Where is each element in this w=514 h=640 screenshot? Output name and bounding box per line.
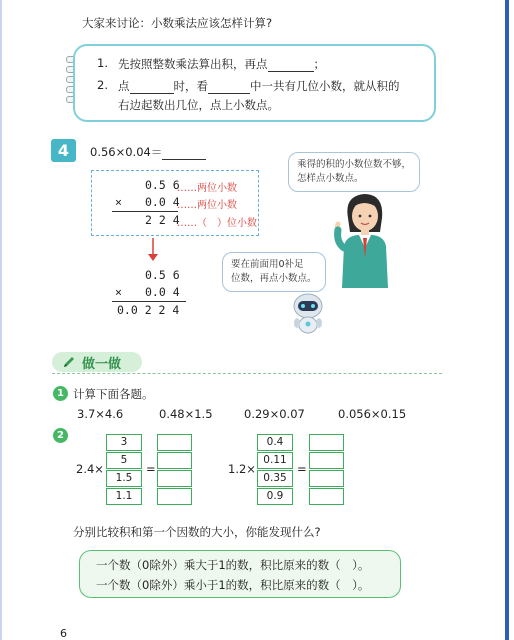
- conclusion-line-2: 一个数（0除外）乘小于1的数，积比原来的数（ ）。: [96, 578, 370, 592]
- right-equals-sign: =: [297, 462, 307, 476]
- calc2-row2: 0.0 4: [145, 285, 180, 299]
- right-factor-cell: 0.4: [257, 434, 293, 451]
- practice-header: [52, 352, 442, 374]
- left-factor-cell: 3: [106, 434, 142, 451]
- calc1-times-sign: ×: [115, 195, 122, 209]
- robot-speech-bubble: 要在前面用0补足 位数，再点小数点。: [222, 252, 326, 292]
- practice-title: 做一做: [82, 357, 122, 372]
- compare-question: 分别比较积和第一个因数的大小，你能发现什么?: [73, 525, 321, 539]
- calc2-underline: [112, 301, 186, 302]
- right-answer-cell[interactable]: [309, 488, 344, 505]
- girl-illustration-icon: [330, 188, 400, 290]
- calc1-row3: 2 2 4: [145, 213, 180, 227]
- right-factor-cell: 0.11: [257, 452, 293, 469]
- calc1-underline: [112, 211, 178, 212]
- down-arrow-icon: [147, 238, 159, 262]
- step1-number: 1.: [97, 56, 108, 70]
- q1-item-4: 0.056×0.15: [338, 407, 407, 421]
- step2-number: 2.: [97, 78, 108, 92]
- right-answer-cell[interactable]: [309, 434, 344, 451]
- calc2-row3: 0.0 2 2 4: [117, 303, 180, 317]
- step1-blank[interactable]: [268, 71, 314, 72]
- q1-item-2: 0.48×1.5: [159, 407, 213, 421]
- q1-item-1: 3.7×4.6: [77, 407, 124, 421]
- page-left-edge: [0, 0, 2, 640]
- right-factor-cell: 0.9: [257, 488, 293, 505]
- example-number-badge: 4: [51, 139, 76, 162]
- pencil-icon: [62, 355, 76, 369]
- left-answer-cell[interactable]: [157, 470, 192, 487]
- q1-item-3: 0.29×0.07: [244, 407, 305, 421]
- step1-text: 先按照整数乘法算出积，再点 ；: [118, 57, 325, 71]
- calc1-note2: ……两位小数: [177, 200, 237, 211]
- discussion-prompt: 大家来讨论：小数乘法应该怎样计算?: [82, 16, 273, 30]
- practice-header-line: [52, 373, 442, 374]
- step2-blank-1[interactable]: [130, 93, 174, 94]
- left-answer-cell[interactable]: [157, 488, 192, 505]
- left-equals-sign: =: [146, 462, 156, 476]
- calc1-note3: ……（ ）位小数: [177, 218, 257, 229]
- page-right-border: [505, 0, 509, 640]
- calc2-row1: 0.5 6: [145, 268, 180, 282]
- right-answer-cell[interactable]: [309, 470, 344, 487]
- example-answer-blank[interactable]: [162, 159, 206, 160]
- conclusion-line-1: 一个数（0除外）乘大于1的数，积比原来的数（ ）。: [96, 558, 370, 572]
- page-number: 6: [60, 627, 67, 640]
- question-1-title: 计算下面各题。: [73, 387, 154, 401]
- left-factor-cell: 1.5: [106, 470, 142, 487]
- right-multiplier: 1.2×: [228, 462, 256, 476]
- calc2-times-sign: ×: [115, 285, 122, 299]
- right-factor-cell: 0.35: [257, 470, 293, 487]
- left-factor-cell: 1.1: [106, 488, 142, 505]
- calc1-note1: ……两位小数: [177, 183, 237, 194]
- step2-blank-2[interactable]: [208, 93, 250, 94]
- left-answer-cell[interactable]: [157, 452, 192, 469]
- left-factor-cell: 5: [106, 452, 142, 469]
- robot-illustration-icon: [290, 292, 326, 336]
- example-equation: 0.56×0.04＝: [90, 144, 206, 160]
- calc1-row1: 0.5 6: [145, 178, 180, 192]
- left-answer-cell[interactable]: [157, 434, 192, 451]
- step2-text: 点 时，看 中一共有几位小数，就从积的: [118, 79, 400, 93]
- girl-speech-bubble: 乘得的积的小数位数不够， 怎样点小数点。: [288, 152, 420, 192]
- calc1-row2: 0.0 4: [145, 195, 180, 209]
- question-1-number: 1: [53, 386, 68, 401]
- left-multiplier: 2.4×: [76, 462, 104, 476]
- step2-text-line2: 右边起数出几位，点上小数点。: [118, 98, 279, 112]
- right-answer-cell[interactable]: [309, 452, 344, 469]
- question-2-number: 2: [53, 428, 68, 443]
